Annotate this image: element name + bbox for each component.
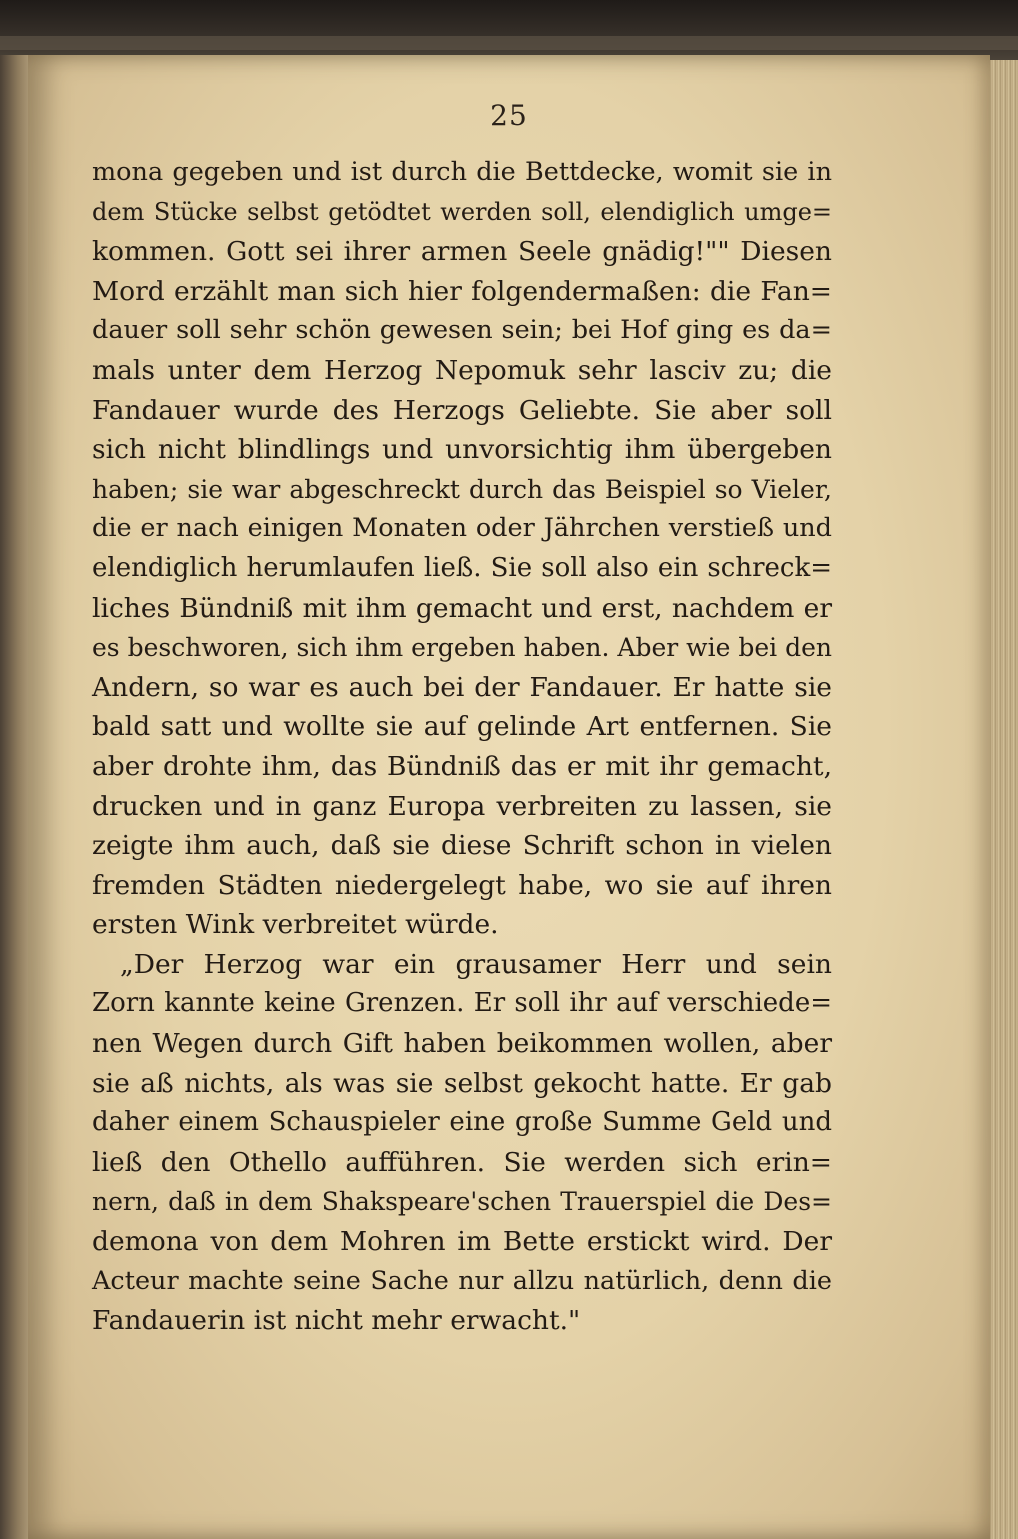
book-page [28, 55, 990, 1539]
text-line: haben; sie war abgeschreckt durch das Beispiel so Vieler, [92, 474, 832, 504]
text-line: mals unter dem Herzog Nepomuk sehr lasciv zu; die [92, 354, 832, 386]
text-line: drucken und in ganz Europa verbreiten zu lassen, sie [92, 790, 832, 822]
text-line: Zorn kannte keine Grenzen. Er soll ihr auf verschiede= [92, 988, 832, 1019]
text-line: nern, daß in dem Shakspeare'schen Trauerspiel die Des= [92, 1187, 832, 1217]
text-line: kommen. Gott sei ihrer armen Seele gnädig!"" Diesen [92, 236, 832, 268]
binding-strip [0, 36, 1018, 50]
text-line: dauer soll sehr schön gewesen sein; bei Hof ging es da= [92, 315, 832, 346]
text-line: daher einem Schauspieler eine große Summe Geld und [92, 1107, 832, 1138]
body-text [92, 153, 832, 1341]
text-line: sich nicht blindlings und unvorsichtig ihm übergeben [92, 434, 832, 466]
text-line: aber drohte ihm, das Bündniß das er mit ihr gemacht, [92, 750, 832, 782]
text-line: demona von dem Mohren im Bette erstickt wird. Der [92, 1226, 832, 1258]
text-line: Acteur machte seine Sache nur allzu natürlich, denn die [92, 1265, 832, 1296]
text-line: „Der Herzog war ein grausamer Herr und sein [120, 948, 832, 980]
text-line: fremden Städten niedergelegt habe, wo sie auf ihren [92, 869, 832, 901]
text-line: liches Bündniß mit ihm gemacht und erst, nachdem er [92, 592, 832, 624]
text-line: es beschworen, sich ihm ergeben haben. Aber wie bei den [92, 633, 832, 663]
page-number: 25 [490, 99, 528, 132]
text-line: mona gegeben und ist durch die Bettdecke, womit sie in [92, 157, 832, 187]
text-line: ersten Wink verbreitet würde. [92, 909, 499, 941]
text-line: Mord erzählt man sich hier folgendermaßen: die Fan= [92, 275, 832, 307]
text-line: sie aß nichts, als was sie selbst gekocht hatte. Er gab [92, 1067, 832, 1099]
text-line: Fandauer wurde des Herzogs Geliebte. Sie aber soll [92, 394, 832, 426]
text-line: Andern, so war es auch bei der Fandauer. Er hatte sie [92, 671, 832, 703]
text-line: nen Wegen durch Gift haben beikommen wollen, aber [92, 1028, 832, 1060]
text-line: elendiglich herumlaufen ließ. Sie soll also ein schreck= [92, 552, 832, 583]
text-line: zeigte ihm auch, daß sie diese Schrift schon in vielen [92, 830, 832, 862]
text-line: bald satt und wollte sie auf gelinde Art entfernen. Sie [92, 711, 832, 743]
text-line: die er nach einigen Monaten oder Jährchen verstieß und [92, 513, 832, 544]
book-binding [0, 0, 1018, 60]
text-line: Fandauerin ist nicht mehr erwacht." [92, 1305, 581, 1337]
text-line: ließ den Othello aufführen. Sie werden sich erin= [92, 1146, 832, 1178]
text-line: dem Stücke selbst getödtet werden soll, elendiglich umge= [92, 197, 832, 226]
